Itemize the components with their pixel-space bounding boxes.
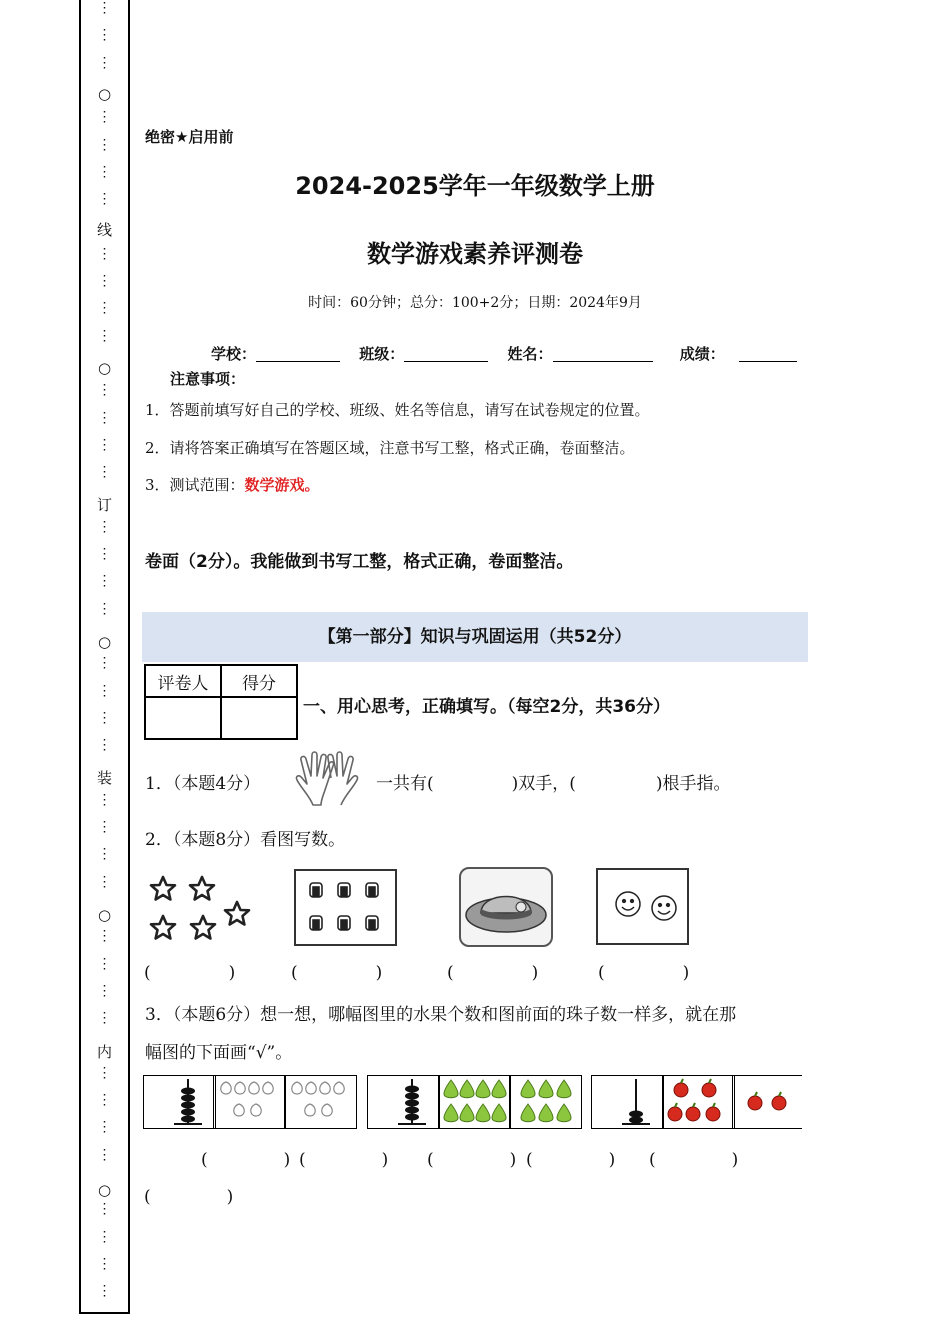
star-icon: [151, 916, 175, 939]
binding-circle: ○: [97, 633, 112, 651]
binding-dot: ⋮: [97, 27, 112, 44]
class-label: 班级：: [359, 345, 405, 363]
abacus-cell: [143, 1075, 216, 1129]
binding-dot: ⋮: [97, 573, 112, 590]
peach-icon: [263, 1082, 274, 1094]
binding-dot: ⋮: [97, 737, 112, 754]
q3-answer-4[interactable]: ( ): [526, 1150, 616, 1170]
score-header: 得分: [221, 665, 297, 697]
cup-icon: [366, 916, 378, 930]
q2-text: 2．（本题8分）看图写数。: [145, 830, 346, 850]
binding-label: 订: [96, 496, 112, 514]
pear-icon: [476, 1080, 490, 1098]
hat-picture: [459, 867, 553, 947]
binding-dot: ⋮: [97, 0, 112, 16]
binding-dot: ⋮: [97, 682, 112, 699]
grader-header: 评卷人: [145, 665, 221, 697]
abacus-cell: [591, 1075, 664, 1129]
notes-heading: 注意事项：: [170, 370, 246, 388]
peach-icon: [292, 1082, 303, 1094]
peach-icon: [235, 1082, 246, 1094]
pear-icon: [460, 1080, 474, 1098]
test-scope: 数学游戏。: [244, 476, 320, 494]
binding-dot: ⋮: [97, 928, 112, 945]
grader-cell[interactable]: [145, 697, 221, 739]
note-item-2: 2．请将答案正确填写在答题区域，注意书写工整，格式正确，卷面整洁。: [145, 439, 635, 457]
pear-icon: [492, 1080, 506, 1098]
q3-answer-3[interactable]: ( ): [427, 1150, 517, 1170]
star-icon: [190, 877, 214, 900]
binding-dot: ⋮: [97, 655, 112, 672]
school-field[interactable]: [256, 347, 340, 362]
page-title: 2024-2025学年一年级数学上册: [295, 172, 655, 200]
q2-answer-3[interactable]: ( ): [447, 963, 539, 983]
binding-label: 装: [96, 769, 112, 787]
cup-icon: [310, 916, 322, 930]
pear-icon: [521, 1104, 535, 1122]
binding-dot: ⋮: [97, 1092, 112, 1108]
stars-picture: [145, 870, 255, 946]
q3-answer-6[interactable]: ( ): [144, 1187, 234, 1207]
class-field[interactable]: [404, 347, 488, 362]
binding-dot: ⋮: [97, 791, 112, 808]
pear-icon: [492, 1104, 506, 1122]
smiley-icon: [616, 892, 640, 916]
q1-text-c: )根手指。: [655, 774, 731, 794]
binding-label: 线: [96, 221, 112, 239]
q3-text-line2: 幅图的下面画“√”。: [145, 1043, 293, 1063]
abacus-icon: [144, 1076, 215, 1128]
info-line: [211, 343, 797, 364]
pear-icon: [476, 1104, 490, 1122]
binding-label: 内: [96, 1043, 112, 1061]
binding-dot: ⋮: [97, 709, 112, 726]
pear-icon: [521, 1080, 535, 1098]
binding-dot: ⋮: [97, 300, 112, 317]
pear-cell-a: [438, 1075, 511, 1129]
binding-dot: ⋮: [97, 546, 112, 562]
star-icon: [225, 902, 249, 925]
pear-icon: [539, 1104, 553, 1122]
apple-icon: [702, 1083, 716, 1097]
binding-dot: ⋮: [97, 1119, 112, 1136]
pear-icon: [444, 1104, 458, 1122]
cup-icon: [310, 883, 322, 897]
binding-dot: ⋮: [97, 600, 112, 617]
peach-cell-b: [284, 1075, 357, 1129]
q3-answer-5[interactable]: ( ): [649, 1150, 739, 1170]
binding-circle: ○: [97, 359, 112, 377]
section1-title: 一、用心思考，正确填写。（每空2分，共36分）: [303, 697, 670, 717]
q1-prefix: 1．（本题4分）: [145, 774, 261, 794]
apple-icon: [686, 1107, 700, 1121]
q1-text: [376, 769, 731, 794]
apple-icon: [772, 1096, 786, 1110]
binding-dot: ⋮: [97, 54, 112, 71]
apple-cell-a: [662, 1075, 735, 1129]
pear-icon: [557, 1080, 571, 1098]
binding-circle: ○: [97, 906, 112, 924]
apple-icon: [674, 1083, 688, 1097]
binding-dot: ⋮: [97, 436, 112, 453]
score-cell[interactable]: [221, 697, 297, 739]
binding-dot: ⋮: [97, 1228, 112, 1245]
q3-answer-1[interactable]: ( ): [201, 1150, 291, 1170]
abacus-icon: [368, 1076, 439, 1128]
binding-dot: ⋮: [97, 382, 112, 399]
peach-icon: [334, 1082, 345, 1094]
hat-icon: [461, 869, 551, 945]
binding-dot: ⋮: [97, 109, 112, 126]
binding-dot: ⋮: [97, 409, 112, 426]
binding-dot: ⋮: [97, 955, 112, 972]
pear-icon: [444, 1080, 458, 1098]
note-item-1: 1．答题前填写好自己的学校、班级、姓名等信息，请写在试卷规定的位置。: [145, 401, 650, 419]
part1-title: 【第一部分】知识与巩固运用（共52分）: [318, 627, 632, 647]
binding-dot: ⋮: [97, 327, 112, 344]
binding-dot: ⋮: [97, 163, 112, 180]
abacus-cell: [367, 1075, 440, 1129]
q2-answer-4[interactable]: ( ): [598, 963, 690, 983]
apple-cell-b: [732, 1075, 802, 1129]
binding-dot: ⋮: [97, 136, 112, 153]
binding-dot: ⋮: [97, 191, 112, 208]
peach-cell-a: [213, 1075, 286, 1129]
binding-dot: ⋮: [97, 846, 112, 863]
score-table: [144, 664, 298, 740]
star-icon: [191, 916, 215, 939]
binding-dot: ⋮: [97, 245, 112, 262]
binding-dot: ⋮: [97, 518, 112, 535]
name-label: 姓名：: [507, 345, 553, 363]
q1-text-a: 一共有(: [376, 774, 434, 794]
pear-icon: [539, 1080, 553, 1098]
binding-dot: ⋮: [97, 1010, 112, 1027]
pear-cell-b: [509, 1075, 582, 1129]
smiley-icon: [652, 896, 676, 920]
note-item-3: [145, 474, 320, 495]
binding-dot: ⋮: [97, 273, 112, 289]
pear-icon: [557, 1104, 571, 1122]
pear-icon: [460, 1104, 474, 1122]
cup-icon: [338, 883, 350, 897]
peach-icon: [221, 1082, 232, 1094]
cup-icon: [366, 883, 378, 897]
school-label: 学校：: [211, 345, 257, 363]
exam-meta: 时间：60分钟；总分：100+2分；日期：2024年9月: [308, 295, 642, 311]
note-item-3-prefix: 3．测试范围：: [145, 476, 245, 494]
binding-dot: ⋮: [97, 1201, 112, 1218]
apple-icon: [748, 1096, 762, 1110]
q2-answer-1[interactable]: ( ): [144, 963, 236, 983]
binding-circle: ○: [97, 1181, 112, 1199]
binding-dot: ⋮: [97, 464, 112, 481]
binding-dot: ⋮: [97, 1255, 112, 1272]
peach-icon: [305, 1104, 316, 1116]
secret-label: 绝密★启用前: [145, 128, 234, 146]
binding-dot: ⋮: [97, 873, 112, 890]
score-label: 成绩：: [679, 345, 725, 363]
abacus-icon: [592, 1076, 663, 1128]
q1-text-b: )双手，(: [511, 774, 576, 794]
smileys-picture: [596, 868, 689, 945]
star-icon: [151, 877, 175, 900]
page-subtitle: 数学游戏素养评测卷: [367, 240, 583, 268]
cup-icon: [338, 916, 350, 930]
apple-icon: [668, 1107, 682, 1121]
name-field[interactable]: [553, 347, 653, 362]
hands-icon: [283, 750, 371, 808]
peach-icon: [234, 1104, 245, 1116]
neatness-statement: 卷面（2分）。我能做到书写工整，格式正确，卷面整洁。: [145, 552, 574, 572]
peach-icon: [322, 1104, 333, 1116]
q3-answer-2[interactable]: ( ): [299, 1150, 389, 1170]
binding-dot: ⋮: [97, 819, 112, 835]
binding-circle: ○: [97, 85, 112, 103]
apple-icon: [706, 1107, 720, 1121]
binding-dot: ⋮: [97, 1146, 112, 1163]
q2-answer-2[interactable]: ( ): [291, 963, 383, 983]
peach-icon: [249, 1082, 260, 1094]
binding-dot: ⋮: [97, 1283, 112, 1300]
q3-text-line1: 3．（本题6分）想一想，哪幅图里的水果个数和图前面的珠子数一样多，就在那: [145, 1005, 737, 1025]
peach-icon: [306, 1082, 317, 1094]
cups-picture: [294, 869, 397, 946]
binding-dot: ⋮: [97, 982, 112, 999]
part1-header: [142, 612, 808, 662]
peach-icon: [320, 1082, 331, 1094]
peach-icon: [251, 1104, 262, 1116]
binding-dot: ⋮: [97, 1064, 112, 1081]
score-field[interactable]: [739, 347, 797, 362]
